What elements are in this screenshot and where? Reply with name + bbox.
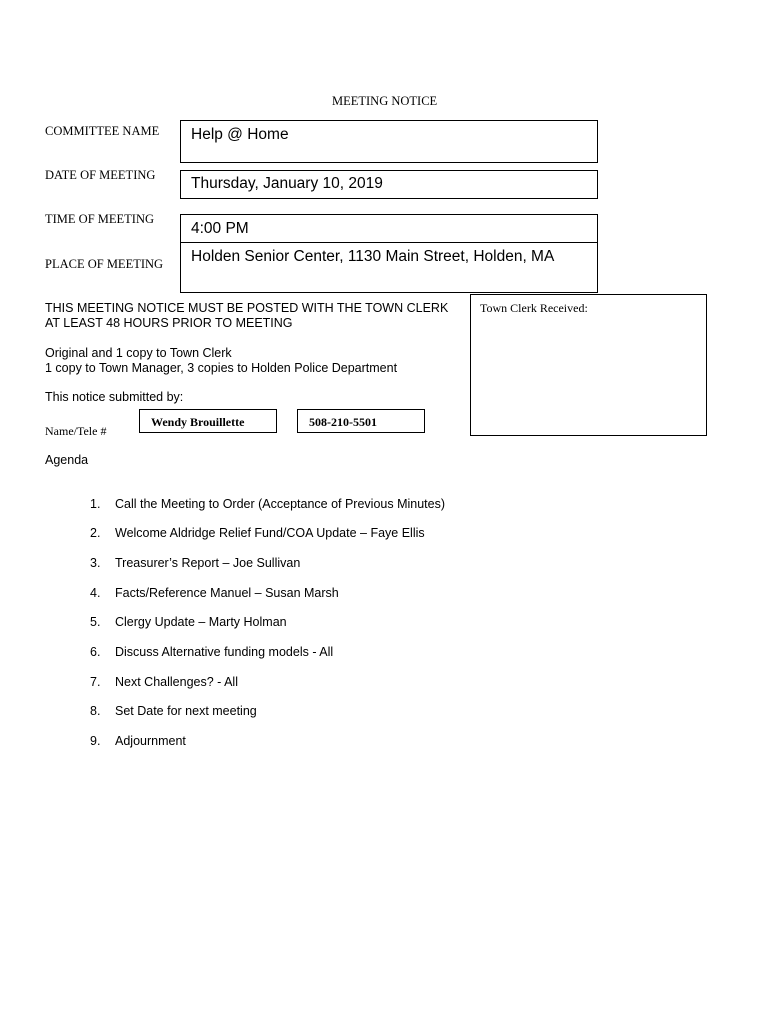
agenda-item-number: 9.: [90, 734, 101, 748]
agenda-item: [90, 497, 445, 511]
agenda-item-text: Adjournment: [115, 734, 186, 748]
time-of-meeting-value: 4:00 PM: [191, 220, 249, 237]
agenda-item-text: Call the Meeting to Order (Acceptance of Previous Minutes): [115, 497, 446, 511]
agenda-item-text: Discuss Alternative funding models - All: [115, 645, 334, 659]
copies-instruction-line1: Original and 1 copy to Town Clerk: [45, 346, 232, 360]
agenda-item-text: Treasurer’s Report – Joe Sullivan: [115, 556, 301, 570]
agenda-item-number: 5.: [90, 615, 101, 629]
agenda-item-number: 8.: [90, 704, 101, 718]
agenda-item: [90, 704, 257, 718]
agenda-item-text: Facts/Reference Manuel – Susan Marsh: [115, 586, 339, 600]
agenda-item-text: Next Challenges? - All: [115, 675, 238, 689]
town-clerk-received-label: Town Clerk Received:: [480, 301, 588, 315]
time-of-meeting-field[interactable]: [180, 214, 598, 243]
agenda-item-text: Set Date for next meeting: [115, 704, 257, 718]
agenda-item-number: 4.: [90, 586, 101, 600]
agenda-item-number: 6.: [90, 645, 101, 659]
agenda-item: [90, 675, 238, 689]
page-title: MEETING NOTICE: [332, 94, 438, 108]
submitter-name-field[interactable]: [139, 409, 277, 433]
place-of-meeting-label: PLACE OF MEETING: [45, 257, 164, 271]
agenda-heading: Agenda: [45, 453, 89, 467]
submitter-name-value: Wendy Brouillette: [151, 415, 245, 429]
agenda-item: [90, 526, 425, 540]
town-clerk-received-box[interactable]: [470, 294, 707, 436]
agenda-item-number: 2.: [90, 526, 101, 540]
agenda-item: [90, 734, 186, 748]
date-of-meeting-field[interactable]: [180, 170, 598, 199]
place-of-meeting-value: Holden Senior Center, 1130 Main Street, Holden, MA: [191, 248, 555, 265]
agenda-item: [90, 645, 333, 659]
submitter-phone-field[interactable]: [297, 409, 425, 433]
agenda-item: [90, 586, 339, 600]
date-of-meeting-label: DATE OF MEETING: [45, 168, 156, 182]
committee-name-label: COMMITTEE NAME: [45, 124, 160, 138]
agenda-item: [90, 556, 300, 570]
agenda-item-number: 3.: [90, 556, 101, 570]
agenda-item: [90, 615, 287, 629]
agenda-item-number: 7.: [90, 675, 101, 689]
agenda-item-number: 1.: [90, 497, 101, 511]
place-of-meeting-field[interactable]: [180, 242, 598, 293]
posting-instruction-line2: AT LEAST 48 HOURS PRIOR TO MEETING: [45, 316, 293, 330]
posting-instruction-line1: THIS MEETING NOTICE MUST BE POSTED WITH THE TOWN CLERK: [45, 301, 449, 315]
time-of-meeting-label: TIME OF MEETING: [45, 212, 155, 226]
date-of-meeting-value: Thursday, January 10, 2019: [191, 175, 383, 192]
copies-instruction-line2: 1 copy to Town Manager, 3 copies to Holden Police Department: [45, 361, 398, 375]
committee-name-value: Help @ Home: [191, 126, 289, 143]
submitted-by-label: This notice submitted by:: [45, 390, 184, 404]
submitter-phone-value: 508-210-5501: [309, 415, 377, 429]
name-tele-label: Name/Tele #: [45, 424, 107, 438]
committee-name-field[interactable]: [180, 120, 598, 163]
agenda-item-text: Welcome Aldridge Relief Fund/COA Update – Faye Ellis: [115, 526, 425, 540]
agenda-item-text: Clergy Update – Marty Holman: [115, 615, 287, 629]
